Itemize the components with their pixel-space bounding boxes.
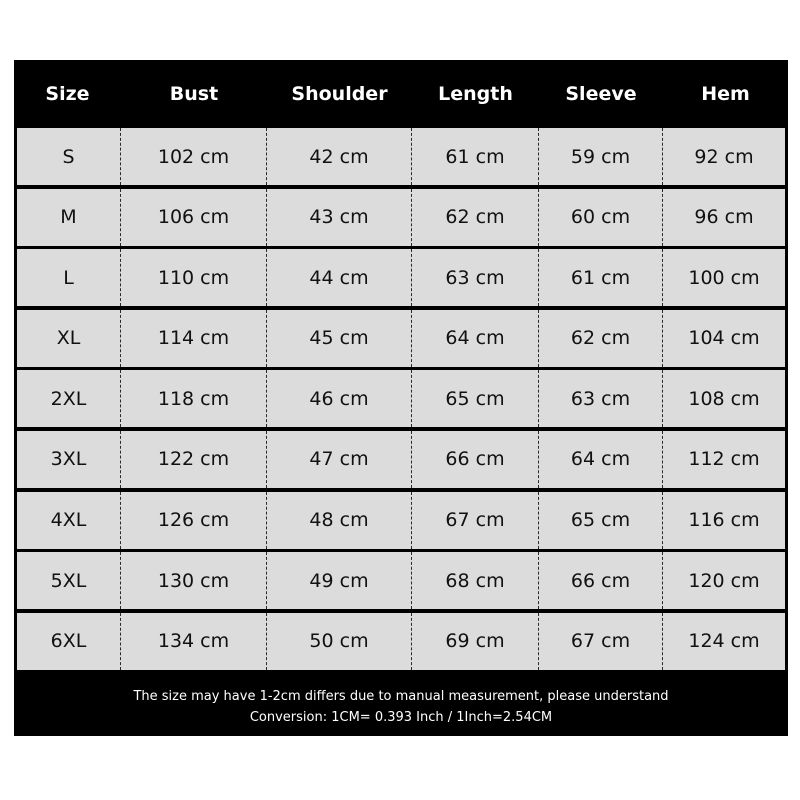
cell-sleeve: 67 cm [539,613,663,670]
cell-length: 65 cm [412,370,539,427]
cell-sleeve: 61 cm [539,249,663,306]
cell-size: 6XL [17,613,121,670]
table-row [17,249,785,306]
cell-shoulder: 45 cm [267,310,412,367]
cell-bust: 118 cm [121,370,267,427]
cell-bust: 130 cm [121,552,267,609]
cell-length: 62 cm [412,189,539,246]
cell-bust: 102 cm [121,128,267,185]
cell-shoulder: 42 cm [267,128,412,185]
cell-hem: 116 cm [688,509,760,532]
cell-hem: 92 cm [694,145,754,168]
cell-sleeve: 62 cm [539,310,663,367]
table-row [17,189,785,246]
cell-shoulder: 44 cm [267,249,412,306]
table-row [17,613,785,670]
cell-hem: 96 cm [694,206,754,229]
footer-notes [14,677,788,736]
table-header [14,60,788,128]
header-hem: Hem [701,83,750,105]
header-size: Size [45,83,90,105]
cell-size: 2XL [17,370,121,427]
table-row [17,128,785,185]
cell-size: M [17,189,121,246]
cell-size: 4XL [17,492,121,549]
cell-sleeve: 60 cm [539,189,663,246]
header-length: Length [438,83,513,105]
cell-shoulder: 49 cm [267,552,412,609]
cell-hem: 104 cm [688,327,760,350]
cell-shoulder: 48 cm [267,492,412,549]
header-bust: Bust [169,83,219,105]
cell-bust: 110 cm [121,249,267,306]
cell-shoulder: 43 cm [267,189,412,246]
cell-length: 69 cm [412,613,539,670]
cell-length: 63 cm [412,249,539,306]
table-row [17,310,785,367]
cell-length: 64 cm [412,310,539,367]
cell-size: L [17,249,121,306]
cell-bust: 114 cm [121,310,267,367]
cell-sleeve: 65 cm [539,492,663,549]
cell-shoulder: 46 cm [267,370,412,427]
cell-hem: 124 cm [688,630,760,653]
cell-hem: 108 cm [688,387,760,410]
header-sleeve: Sleeve [565,83,637,105]
cell-shoulder: 50 cm [267,613,412,670]
cell-bust: 122 cm [121,431,267,488]
header-shoulder: Shoulder [291,83,388,105]
cell-size: 3XL [17,431,121,488]
cell-bust: 106 cm [121,189,267,246]
table-row [17,552,785,609]
cell-length: 67 cm [412,492,539,549]
cell-length: 68 cm [412,552,539,609]
cell-size: 5XL [17,552,121,609]
cell-length: 61 cm [412,128,539,185]
cell-bust: 134 cm [121,613,267,670]
cell-hem: 120 cm [688,569,760,592]
cell-bust: 126 cm [121,492,267,549]
table-row [17,370,785,427]
cell-hem: 100 cm [688,266,760,289]
cell-hem: 112 cm [688,448,760,471]
table-body [17,128,785,673]
cell-size: XL [17,310,121,367]
measurement-note: The size may have 1-2cm differs due to manual measurement, please understand [133,688,669,704]
cell-sleeve: 59 cm [539,128,663,185]
conversion-note: Conversion: 1CM= 0.393 Inch / 1Inch=2.54CM [249,709,553,725]
cell-sleeve: 63 cm [539,370,663,427]
table-row [17,492,785,549]
size-chart [14,60,788,736]
cell-size: S [17,128,121,185]
cell-length: 66 cm [412,431,539,488]
cell-sleeve: 66 cm [539,552,663,609]
table-row [17,431,785,488]
cell-shoulder: 47 cm [267,431,412,488]
cell-sleeve: 64 cm [539,431,663,488]
